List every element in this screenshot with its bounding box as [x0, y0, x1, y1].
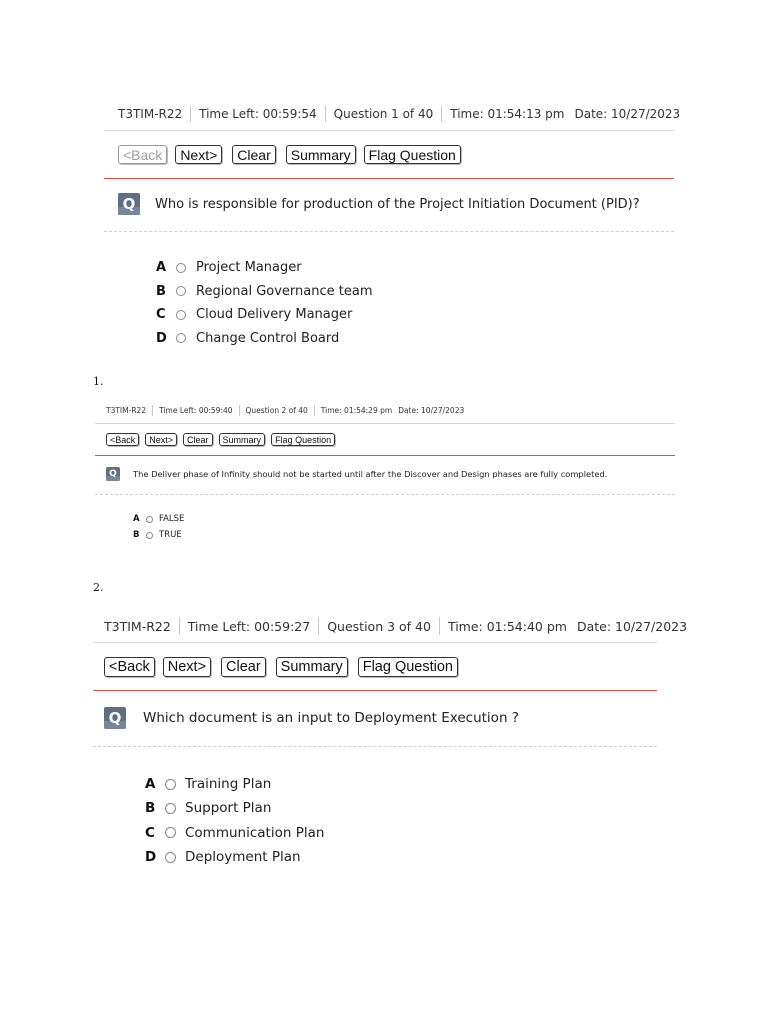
option-letter: C	[145, 824, 155, 841]
answer-options	[145, 772, 324, 869]
option-text: TRUE	[159, 530, 182, 540]
question-text: The Deliver phase of Infinity should not be started until after the Discover and Design phases are fully completed.	[133, 469, 608, 479]
page-label: 2.	[93, 581, 104, 594]
option-text: Cloud Delivery Manager	[196, 307, 353, 323]
exam-header	[118, 106, 680, 122]
next-button[interactable]: Next>	[175, 145, 222, 164]
answer-option[interactable]	[156, 303, 373, 327]
summary-button[interactable]: Summary	[276, 657, 348, 677]
radio-button[interactable]	[165, 827, 176, 838]
option-text: Support Plan	[185, 800, 272, 817]
back-button[interactable]: <Back	[106, 433, 139, 446]
flag-question-button[interactable]: Flag Question	[271, 433, 335, 446]
next-button[interactable]: Next>	[163, 657, 211, 677]
question-counter: Question 1 of 40	[333, 107, 434, 121]
option-text: Change Control Board	[196, 330, 340, 346]
answer-option[interactable]	[133, 511, 184, 527]
clear-button[interactable]: Clear	[221, 657, 266, 677]
option-text: FALSE	[159, 514, 185, 524]
next-button[interactable]: Next>	[145, 433, 177, 446]
clear-button[interactable]: Clear	[232, 145, 275, 164]
back-button[interactable]: <Back	[104, 657, 155, 677]
nav-toolbar	[106, 433, 335, 446]
option-text: Project Manager	[196, 260, 302, 276]
header-divider	[179, 617, 180, 635]
exam-header	[104, 617, 687, 635]
toolbar-divider-line	[93, 690, 657, 691]
flag-question-button[interactable]: Flag Question	[358, 657, 458, 677]
current-time: Time: 01:54:29 pm	[320, 406, 393, 415]
radio-button[interactable]	[165, 852, 176, 863]
current-date: Date: 10/27/2023	[398, 406, 465, 415]
current-date: Date: 10/27/2023	[574, 107, 681, 121]
answer-option[interactable]	[145, 796, 324, 820]
option-letter: B	[145, 800, 156, 817]
summary-button[interactable]: Summary	[219, 433, 266, 446]
option-text: Deployment Plan	[185, 849, 301, 866]
back-button[interactable]: <Back	[118, 145, 167, 164]
question-divider-line	[104, 231, 674, 232]
option-letter: B	[156, 283, 166, 299]
time-left: Time Left: 00:59:27	[187, 618, 311, 634]
header-divider	[152, 405, 153, 416]
option-letter: D	[145, 849, 157, 866]
header-divider-line	[104, 130, 674, 131]
clear-button[interactable]: Clear	[183, 433, 213, 446]
header-divider-line	[95, 423, 675, 424]
header-divider	[314, 405, 315, 416]
option-text: Regional Governance team	[196, 283, 373, 299]
radio-button[interactable]	[146, 516, 153, 523]
question-row	[118, 193, 640, 215]
question-icon: Q	[104, 707, 126, 729]
question-divider-line	[93, 746, 657, 747]
radio-button[interactable]	[165, 779, 176, 790]
question-icon: Q	[118, 193, 140, 215]
header-divider	[239, 405, 240, 416]
question-counter: Question 2 of 40	[245, 406, 308, 415]
answer-options	[133, 511, 184, 543]
header-divider	[439, 617, 440, 635]
summary-button[interactable]: Summary	[286, 145, 356, 164]
question-row	[104, 707, 519, 729]
radio-button[interactable]	[176, 310, 186, 320]
radio-button[interactable]	[146, 532, 153, 539]
option-letter: A	[145, 776, 156, 793]
question-row	[106, 467, 607, 481]
answer-option[interactable]	[145, 772, 324, 796]
page-label: 1.	[93, 375, 104, 388]
time-left: Time Left: 00:59:54	[199, 107, 317, 121]
answer-option[interactable]	[156, 280, 373, 304]
question-counter: Question 3 of 40	[327, 618, 431, 634]
current-date: Date: 10/27/2023	[576, 618, 688, 634]
header-divider	[441, 106, 442, 122]
radio-button[interactable]	[176, 263, 186, 273]
answer-options	[156, 256, 373, 350]
option-letter: D	[156, 330, 167, 346]
option-letter: A	[156, 260, 167, 276]
radio-button[interactable]	[176, 286, 186, 296]
answer-option[interactable]	[133, 527, 184, 543]
answer-option[interactable]	[156, 327, 373, 351]
option-letter: B	[133, 530, 140, 540]
radio-button[interactable]	[176, 333, 186, 343]
nav-toolbar	[104, 657, 458, 677]
exam-code: T3TIM-R22	[106, 406, 147, 415]
exam-code: T3TIM-R22	[104, 618, 171, 634]
header-divider	[325, 106, 326, 122]
question-divider-line	[95, 494, 675, 495]
radio-button[interactable]	[165, 803, 176, 814]
exam-header	[106, 405, 464, 416]
option-text: Communication Plan	[185, 824, 325, 841]
current-time: Time: 01:54:40 pm	[447, 618, 567, 634]
current-time: Time: 01:54:13 pm	[450, 107, 565, 121]
nav-toolbar	[118, 145, 461, 164]
header-divider	[318, 617, 319, 635]
time-left: Time Left: 00:59:40	[159, 406, 233, 415]
flag-question-button[interactable]: Flag Question	[364, 145, 461, 164]
question-text: Who is responsible for production of the Project Initiation Document (PID)?	[155, 196, 640, 212]
exam-code: T3TIM-R22	[118, 107, 183, 121]
header-divider-line	[93, 642, 657, 643]
toolbar-divider-line	[95, 455, 675, 456]
option-letter: C	[156, 307, 166, 323]
question-text: Which document is an input to Deployment Execution ?	[143, 710, 519, 726]
answer-option[interactable]	[145, 845, 324, 869]
toolbar-divider-line	[104, 178, 674, 179]
question-icon: Q	[106, 467, 120, 481]
answer-option[interactable]	[145, 821, 324, 845]
option-text: Training Plan	[185, 776, 272, 793]
option-letter: A	[133, 514, 140, 524]
answer-option[interactable]	[156, 256, 373, 280]
header-divider	[190, 106, 191, 122]
